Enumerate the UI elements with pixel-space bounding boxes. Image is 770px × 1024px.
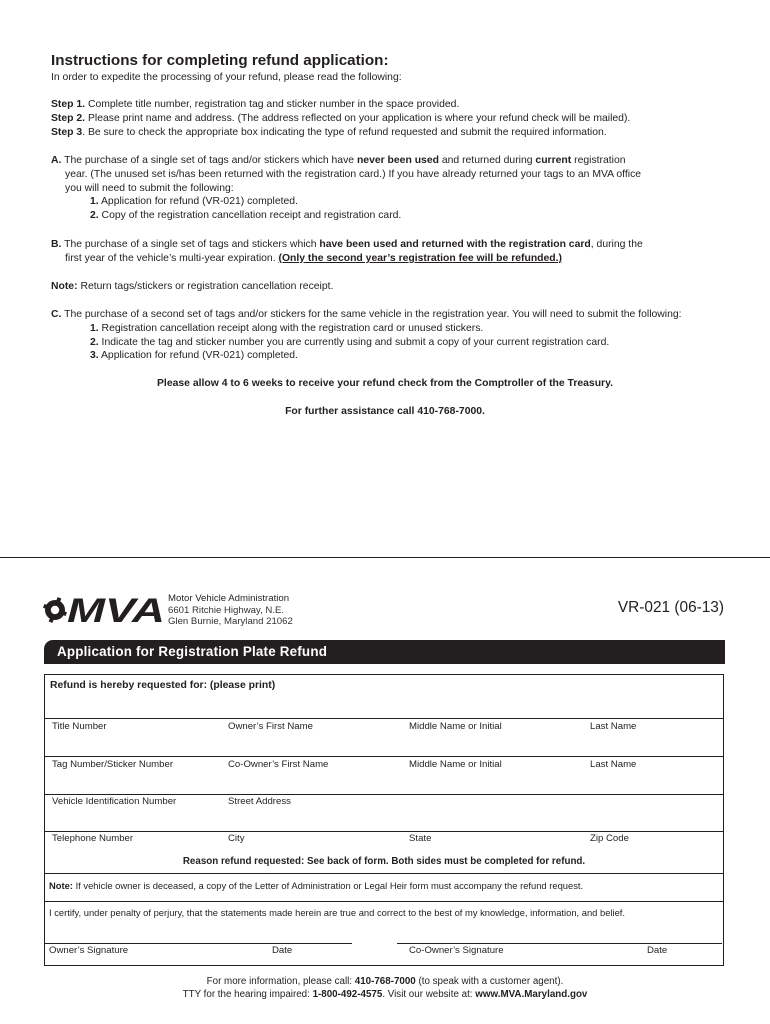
section-b-line2 (51, 252, 751, 266)
item-text: Registration cancellation receipt along with the registration card or unused stickers. (98, 322, 484, 334)
item-text: Application for refund (VR-021) completed. (98, 196, 298, 208)
owner-last-name-field[interactable]: Last Name (590, 721, 637, 732)
section-c-label: C. (51, 309, 62, 320)
mva-logo-icon (43, 593, 167, 625)
refund-request-heading: Refund is hereby requested for: (please print) (50, 680, 276, 691)
row-divider (45, 794, 723, 795)
note-text: If vehicle owner is deceased, a copy of the Letter of Administration or Legal Heir form must accompany the refund request. (72, 880, 584, 891)
mva-logo (43, 593, 167, 625)
section-a-label: A. (51, 155, 62, 166)
assistance-phone: For further assistance call 410-768-7000. (285, 406, 485, 417)
note-label: Note: (49, 880, 73, 891)
row-divider (45, 718, 723, 719)
agency-address-block (168, 593, 293, 628)
form-number: VR-021 (06-13) (617, 599, 724, 616)
owner-date-label: Date (272, 945, 293, 956)
agency-address-line1: 6601 Ritchie Highway, N.E. (168, 604, 285, 616)
note-text: Return tags/stickers or registration cancellation receipt. (77, 281, 334, 292)
row-divider (45, 901, 723, 902)
refund-form (44, 674, 724, 966)
reason-instruction: Reason refund requested: See back of form. Both sides must be completed for refund. (182, 856, 586, 867)
footer-line-2 (0, 988, 770, 1001)
co-owner-signature-label: Co-Owner’s Signature (409, 945, 504, 956)
section-b (51, 238, 751, 266)
step-2 (51, 112, 741, 126)
co-owner-middle-name-field[interactable]: Middle Name or Initial (409, 759, 502, 770)
application-title: Application for Registration Plate Refund (57, 644, 328, 659)
co-owner-last-name-field[interactable]: Last Name (590, 759, 637, 770)
perforation-line (0, 557, 770, 558)
application-title-bar (44, 640, 725, 664)
section-b-refund-note: (Only the second year’s registration fee will be refunded.) (278, 252, 562, 264)
logo-text: MVA (67, 593, 165, 625)
item-number: 1. (90, 322, 99, 334)
section-b-text: , during the (590, 239, 643, 250)
section-b-text: first year of the vehicle’s multi-year expiration. (65, 252, 279, 264)
section-c (51, 308, 751, 363)
co-owner-signature-line[interactable] (397, 943, 722, 944)
item-number: 2. (90, 336, 99, 348)
section-c-item-1 (51, 322, 751, 336)
item-number: 3. (90, 350, 99, 362)
customer-agent-phone: 410-768-7000 (354, 976, 416, 987)
tag-sticker-number-field[interactable]: Tag Number/Sticker Number (52, 759, 174, 770)
step-3 (51, 126, 741, 140)
section-a-text: and returned during (438, 155, 536, 166)
step-text: Complete title number, registration tag and sticker number in the space provided. (85, 99, 460, 110)
item-number: 2. (90, 210, 99, 222)
certification-statement: I certify, under penalty of perjury, that the statements made herein are true and correct to the best of my knowledge, information, and belief. (49, 907, 626, 918)
item-text: Indicate the tag and sticker number you are currently using and submit a copy of your current registration card. (98, 336, 610, 348)
item-text: Application for refund (VR-021) completed. (98, 350, 298, 362)
co-owner-date-label: Date (647, 945, 668, 956)
street-address-field[interactable]: Street Address (228, 796, 291, 807)
section-a-text: The purchase of a single set of tags and/or stickers which have (61, 155, 357, 166)
state-field[interactable]: State (409, 833, 432, 844)
steps-list (51, 98, 741, 139)
section-b-emphasis: have been used and returned with the registration card (319, 239, 591, 250)
website-link[interactable]: www.MVA.Maryland.gov (475, 989, 588, 1000)
title-number-field[interactable]: Title Number (52, 721, 107, 732)
vin-field[interactable]: Vehicle Identification Number (52, 796, 177, 807)
section-a-line2: year. (The unused set is/has been returned with the registration card.) If you have already returned your tags to an MVA office (65, 168, 642, 180)
item-number: 1. (90, 196, 99, 208)
owner-first-name-field[interactable]: Owner’s First Name (228, 721, 313, 732)
row-divider (45, 873, 723, 874)
processing-time-notice: Please allow 4 to 6 weeks to receive your refund check from the Comptroller of the Treasury. (157, 378, 613, 389)
section-b-text: The purchase of a single set of tags and stickers which (61, 239, 320, 250)
section-a-emphasis: current (535, 155, 572, 166)
step-text: . Be sure to check the appropriate box indicating the type of refund requested and submit the required information. (82, 126, 607, 138)
row-divider (45, 756, 723, 757)
agency-address-line2: Glen Burnie, Maryland 21062 (168, 616, 293, 627)
return-note (51, 280, 751, 294)
instructions-title: Instructions for completing refund application: (51, 52, 389, 69)
deceased-owner-note (49, 880, 583, 892)
footer-text: (to speak with a customer agent). (415, 976, 564, 987)
item-text: Copy of the registration cancellation receipt and registration card. (98, 210, 402, 222)
row-divider (45, 831, 723, 832)
step-label: Step 3 (51, 126, 83, 138)
footer-line-1 (0, 975, 770, 988)
section-a-text: registration (571, 155, 626, 166)
instructions-intro: In order to expedite the processing of your refund, please read the following: (51, 72, 402, 83)
footer-text: For more information, please call: (206, 976, 355, 987)
owner-middle-name-field[interactable]: Middle Name or Initial (409, 721, 502, 732)
step-text: Please print name and address. (The address reflected on your application is where your refund check will be mailed). (85, 112, 631, 124)
zip-code-field[interactable]: Zip Code (590, 833, 629, 844)
section-a-item-1 (51, 195, 751, 209)
contact-footer (0, 975, 770, 1001)
telephone-field[interactable]: Telephone Number (52, 833, 134, 844)
section-c-item-3 (51, 349, 751, 363)
agency-name: Motor Vehicle Administration (168, 593, 290, 604)
owner-signature-line[interactable] (45, 943, 352, 944)
step-1 (51, 98, 741, 112)
co-owner-first-name-field[interactable]: Co-Owner’s First Name (228, 759, 329, 770)
footer-text: TTY for the hearing impaired: (182, 989, 313, 1000)
section-c-item-2 (51, 336, 751, 350)
section-a (51, 154, 751, 223)
city-field[interactable]: City (228, 833, 245, 844)
step-label: Step 2. (51, 112, 86, 124)
section-c-text: The purchase of a second set of tags and/or stickers for the same vehicle in the registration year. You will need to submit the following: (61, 309, 682, 320)
section-a-item-2 (51, 209, 751, 223)
section-a-emphasis: never been used (356, 155, 439, 166)
tty-phone: 1-800-492-4575 (312, 989, 383, 1000)
footer-text: . Visit our website at: (382, 989, 476, 1000)
section-a-line3: you will need to submit the following: (65, 182, 234, 194)
section-b-label: B. (51, 239, 62, 250)
step-label: Step 1. (51, 99, 86, 110)
note-label: Note: (51, 281, 78, 292)
owner-signature-label: Owner’s Signature (49, 945, 129, 956)
